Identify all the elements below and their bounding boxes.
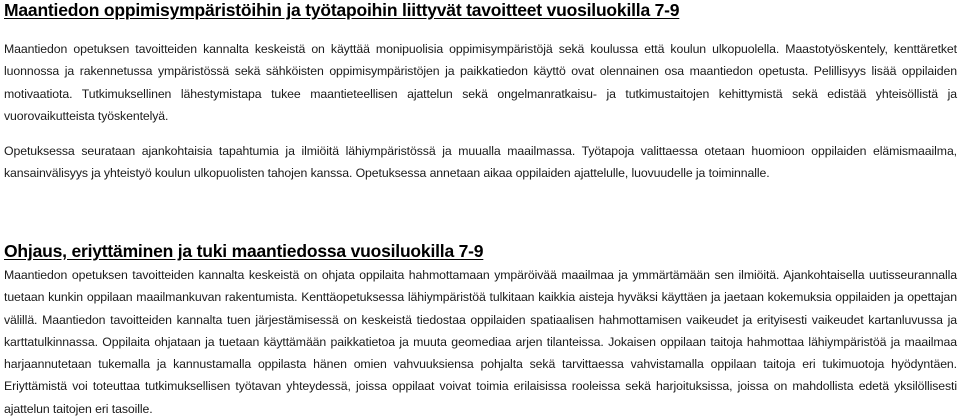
paragraph-learning-environments: Maantiedon opetuksen tavoitteiden kannalta keskeistä on käyttää monipuolisia oppimisympäristöjä sekä koulussa että koulun ulkopuolella. Maastotyöskentely, kenttäretket luonnossa ja rakennetussa ympäristössä sekä sähköisten oppimisympäristöjen ja paikkatiedon käyttö ovat olennainen osa maantiedon opetusta. Pelillisyys lisää oppilaiden motivaatiota. Tutkimuksellinen lähestymistapa tukee maantieteellisen ajattelun sekä ongelmanratkaisu- ja tutkimustaitojen kehittymistä sekä edistää yhteisöllistä ja vuorovaikutteista työskentelyä. — [4, 42, 957, 123]
paragraph-current-events: Opetuksessa seurataan ajankohtaisia tapahtumia ja ilmiöitä lähiympäristössä ja muualla maailmassa. Työtapoja valittaessa otetaan huomioon oppilaiden elämismaailma, kansainvälisyys ja yhteistyö koulun ulkopuolisten tahojen kanssa. Opetuksessa annetaan aikaa oppilaiden ajattelulle, luovuudelle ja toiminnalle. — [4, 144, 957, 181]
paragraph-guidance-support: Maantiedon opetuksen tavoitteiden kannalta keskeistä on ohjata oppilaita hahmottamaan ympäröivää maailmaa ja ymmärtämään sen ilmiöitä. Ajankohtaisella uutisseurannalla tuetaan kunkin oppilaan maailmankuvan rakentumista. Kenttäopetuksessa lähiympäristöä tulkitaan kaikkia aisteja hyväksi käyttäen ja jaetaan kokemuksia oppilaiden ja opettajan välillä. Maantiedon tavoitteiden kannalta tuen järjestämisessä on keskeistä tiedostaa oppilaiden spatiaalisen hahmottamisen vaikeudet ja erityisesti vaikeudet kartanluvussa ja karttatulkinnassa. Oppilaita ohjataan ja tuetaan käyttämään paikkatietoa ja muuta geomediaa arjen tilanteissa. Jokaisen oppilaan taitoja hahmottaa lähiympäristöä ja maailmaa harjaannutetaan tukemalla ja kannustamalla oppilasta hänen omien vahvuuksiensa pohjalta sekä tarvittaessa vahvistamalla oppilaan taitoja eri tukimuotoja hyödyntäen. Eriyttämistä voi toteuttaa tutkimuksellisen työtavan yhteydessä, joissa oppilaat voivat toimia erilaisissa rooleissa sekä harjoituksissa, joissa on mahdollista edetä yksilöllisesti ajattelun taitojen eri tasoille. — [4, 268, 957, 416]
section-heading-learning-environments: Maantiedon oppimisympäristöihin ja työtapoihin liittyvät tavoitteet vuosiluokilla 7-9 — [4, 0, 680, 20]
section-heading-guidance-support: Ohjaus, eriyttäminen ja tuki maantiedossa vuosiluokilla 7-9 — [4, 241, 484, 261]
